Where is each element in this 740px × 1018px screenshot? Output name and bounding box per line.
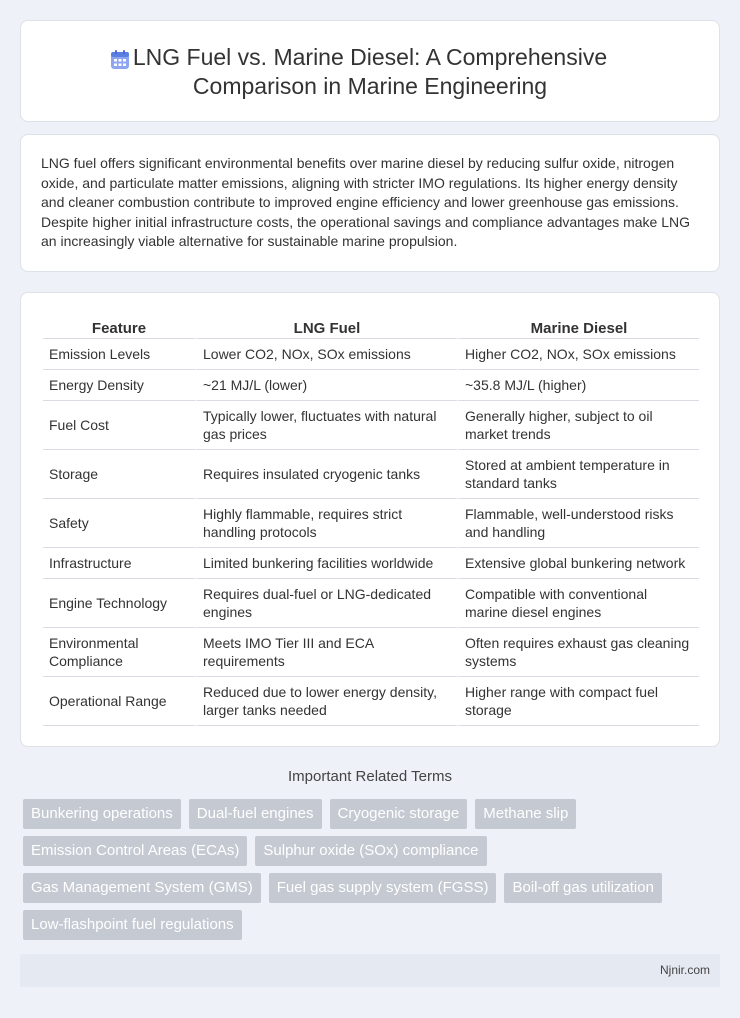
feature-cell: Energy Density — [43, 370, 195, 401]
diesel-cell: Higher range with compact fuel storage — [457, 677, 699, 726]
lng-cell: Requires insulated cryogenic tanks — [195, 450, 457, 499]
table-row — [43, 579, 699, 628]
related-terms-tags — [23, 799, 713, 940]
feature-cell: Operational Range — [43, 677, 195, 726]
lng-cell: Lower CO2, NOx, SOx emissions — [195, 339, 457, 370]
diesel-cell: Higher CO2, NOx, SOx emissions — [457, 339, 699, 370]
table-row — [43, 548, 699, 579]
related-term-tag[interactable]: Fuel gas supply system (FGSS) — [269, 873, 497, 903]
feature-cell: Infrastructure — [43, 548, 195, 579]
table-row — [43, 677, 699, 726]
intro-text: LNG fuel offers significant environmental benefits over marine diesel by reducing sulfur oxide, nitrogen oxide, and particulate matter emissions, aligning with stricter IMO regulations. Its higher energy density and cleaner combustion contribute to improved engine efficiency and lower greenhouse gas emissions. Despite higher initial infrastructure costs, the operational savings and compliance advantages make LNG an increasingly viable alternative for sustainable marine propulsion. — [41, 155, 691, 250]
table-header-row — [43, 315, 699, 339]
lng-cell: ~21 MJ/L (lower) — [195, 370, 457, 401]
header-marine-diesel: Marine Diesel — [457, 315, 699, 339]
related-term-tag[interactable]: Boil-off gas utilization — [504, 873, 661, 903]
diesel-cell: Stored at ambient temperature in standard tanks — [457, 450, 699, 499]
table-row — [43, 370, 699, 401]
lng-cell: Limited bunkering facilities worldwide — [195, 548, 457, 579]
diesel-cell: Extensive global bunkering network — [457, 548, 699, 579]
diesel-cell: Flammable, well-understood risks and handling — [457, 499, 699, 548]
table-row — [43, 628, 699, 677]
lng-cell: Highly flammable, requires strict handling protocols — [195, 499, 457, 548]
page-title-line-1: LNG Fuel vs. Marine Diesel: A Comprehensive — [132, 44, 608, 70]
lng-cell: Meets IMO Tier III and ECA requirements — [195, 628, 457, 677]
header-feature: Feature — [43, 315, 195, 339]
related-term-tag[interactable]: Low-flashpoint fuel regulations — [23, 910, 242, 940]
table-row — [43, 401, 699, 450]
related-term-tag[interactable]: Cryogenic storage — [330, 799, 468, 829]
related-term-tag[interactable]: Sulphur oxide (SOx) compliance — [255, 836, 486, 866]
diesel-cell: Generally higher, subject to oil market trends — [457, 401, 699, 450]
lng-cell: Requires dual-fuel or LNG-dedicated engines — [195, 579, 457, 628]
related-term-tag[interactable]: Dual-fuel engines — [189, 799, 322, 829]
page-title-line-2: Comparison in Marine Engineering — [192, 73, 548, 99]
feature-cell: Safety — [43, 499, 195, 548]
feature-cell: Storage — [43, 450, 195, 499]
diesel-cell: ~35.8 MJ/L (higher) — [457, 370, 699, 401]
header-lng-fuel: LNG Fuel — [195, 315, 457, 339]
footer — [20, 954, 720, 987]
title-card — [20, 20, 720, 122]
page-title — [21, 43, 719, 101]
lng-cell: Reduced due to lower energy density, larger tanks needed — [195, 677, 457, 726]
related-term-tag[interactable]: Bunkering operations — [23, 799, 181, 829]
feature-cell: Emission Levels — [43, 339, 195, 370]
feature-cell: Engine Technology — [43, 579, 195, 628]
feature-cell: Environmental Compliance — [43, 628, 195, 677]
related-term-tag[interactable]: Methane slip — [475, 799, 576, 829]
related-term-tag[interactable]: Emission Control Areas (ECAs) — [23, 836, 247, 866]
comparison-table — [43, 315, 699, 726]
related-term-tag[interactable]: Gas Management System (GMS) — [23, 873, 261, 903]
footer-site-link[interactable]: Njnir.com — [659, 963, 710, 977]
intro-card — [20, 134, 720, 272]
lng-cell: Typically lower, fluctuates with natural gas prices — [195, 401, 457, 450]
diesel-cell: Often requires exhaust gas cleaning systems — [457, 628, 699, 677]
comparison-table-card — [20, 292, 720, 747]
table-row — [43, 499, 699, 548]
diesel-cell: Compatible with conventional marine diesel engines — [457, 579, 699, 628]
feature-cell: Fuel Cost — [43, 401, 195, 450]
related-terms-title: Important Related Terms — [288, 768, 452, 785]
table-row — [43, 450, 699, 499]
table-row — [43, 339, 699, 370]
